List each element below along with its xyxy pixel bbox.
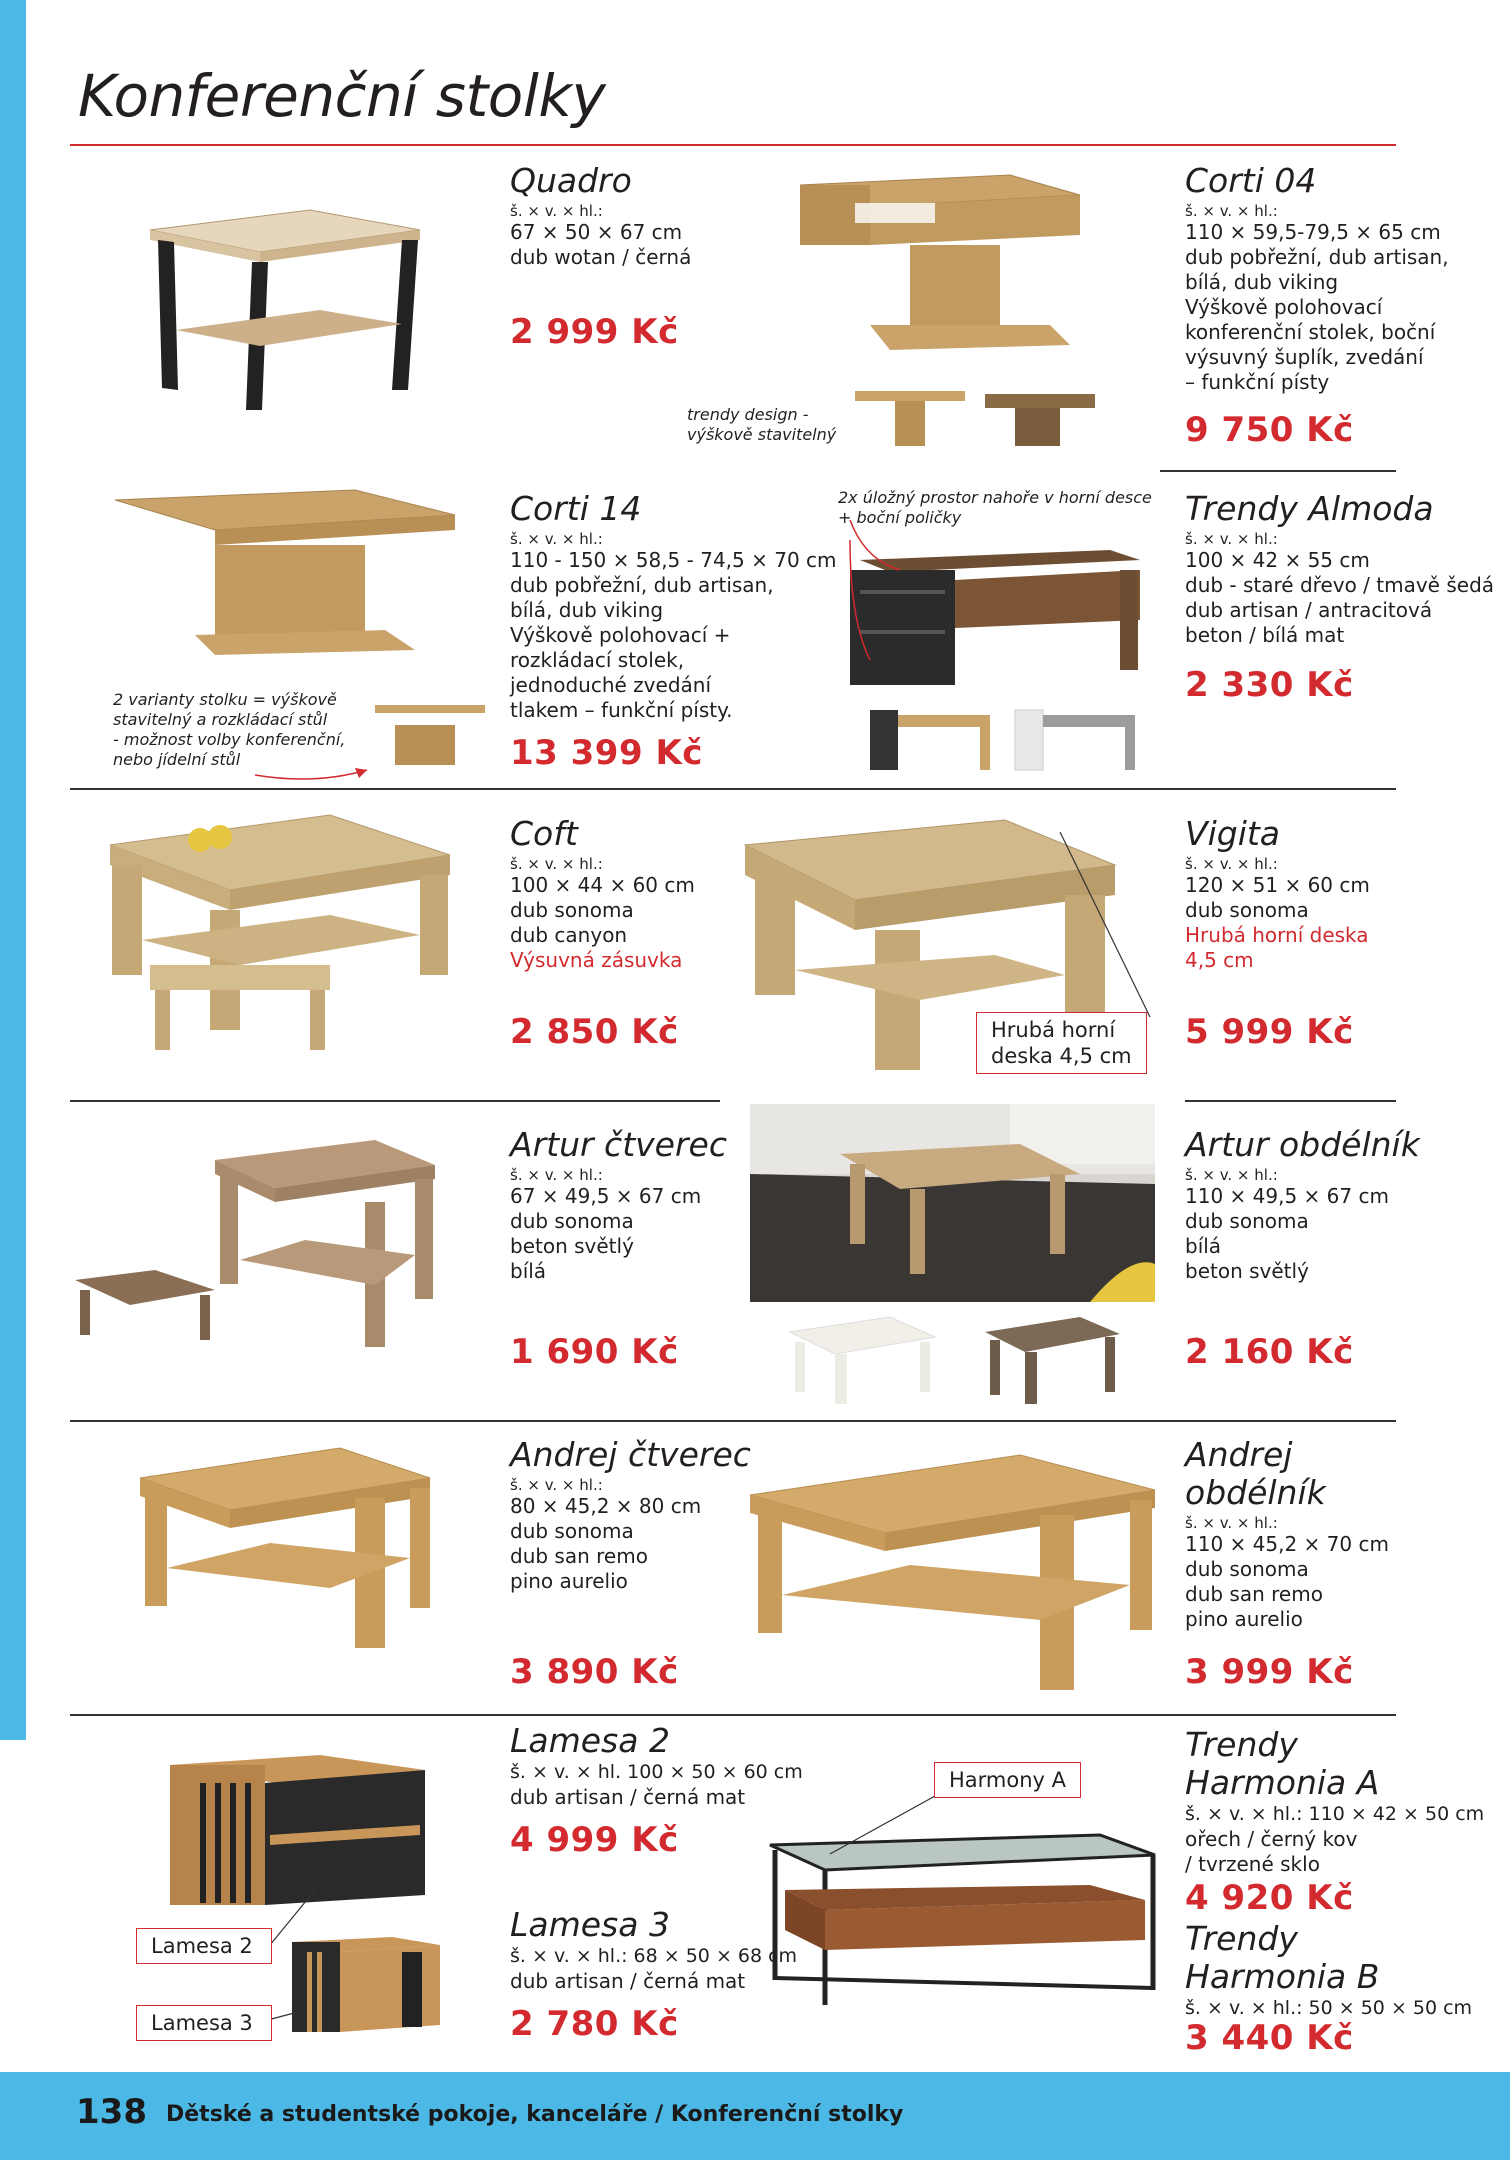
arrow-icon bbox=[255, 760, 375, 790]
product-spec: dub canyon bbox=[510, 923, 628, 947]
artur-variant-image bbox=[790, 1312, 940, 1407]
corti04-note: trendy design - výškově stavitelný bbox=[687, 405, 837, 444]
almoda-price: 2 330 Kč bbox=[1185, 665, 1354, 705]
product-spec: dub sonoma bbox=[1185, 1209, 1309, 1233]
lamesa3-callout: Lamesa 3 bbox=[136, 2005, 272, 2041]
lamesa2-info bbox=[510, 1722, 803, 1810]
almoda-note: 2x úložný prostor nahoře v horní desce + boční poličky bbox=[838, 488, 1152, 527]
dim-label: š. × v. × hl.: bbox=[1185, 1514, 1278, 1532]
coft-price: 2 850 Kč bbox=[510, 1012, 679, 1052]
product-name: Trendy bbox=[1185, 1919, 1298, 1958]
artur-obdelnik-price: 2 160 Kč bbox=[1185, 1332, 1354, 1372]
harmonia-a-info bbox=[1185, 1726, 1484, 1877]
corti04-table-image bbox=[800, 175, 1090, 355]
dim-label: š. × v. × hl.: bbox=[1185, 1166, 1278, 1184]
product-spec: bílá bbox=[510, 1259, 547, 1283]
product-spec: / tvrzené sklo bbox=[1185, 1852, 1320, 1876]
product-name: Corti 14 bbox=[510, 489, 642, 528]
product-spec: tlakem – funkční písty. bbox=[510, 698, 733, 722]
almoda-info bbox=[1185, 490, 1494, 648]
divider bbox=[70, 1420, 1396, 1422]
dim-label: š. × v. × hl.: bbox=[510, 855, 603, 873]
corti04-small-image bbox=[985, 386, 1095, 456]
product-dims: š. × v. × hl.: 50 × 50 × 50 cm bbox=[1185, 1997, 1473, 2019]
coft-table-image bbox=[100, 815, 460, 1075]
product-name: Trendy bbox=[1185, 1725, 1298, 1764]
product-name: Corti 04 bbox=[1185, 161, 1317, 200]
divider bbox=[1160, 470, 1396, 472]
title-rule bbox=[70, 144, 1396, 146]
almoda-variant-image bbox=[1015, 710, 1135, 775]
product-dims: 110 × 49,5 × 67 cm bbox=[1185, 1184, 1389, 1208]
product-dims: 110 × 45,2 × 70 cm bbox=[1185, 1532, 1389, 1556]
harmonia-b-info bbox=[1185, 1920, 1472, 2021]
product-spec: pino aurelio bbox=[510, 1569, 628, 1593]
product-spec: beton světlý bbox=[510, 1234, 634, 1258]
product-name: Lamesa 3 bbox=[510, 1905, 670, 1944]
product-spec: dub sonoma bbox=[510, 1519, 634, 1543]
product-spec: Výškově polohovací bbox=[1185, 295, 1383, 319]
dim-label: š. × v. × hl.: bbox=[510, 1476, 603, 1494]
vigita-info bbox=[1185, 815, 1370, 973]
lamesa3-price: 2 780 Kč bbox=[510, 2004, 679, 2044]
andrej-obdelnik-price: 3 999 Kč bbox=[1185, 1652, 1354, 1692]
product-spec: dub pobřežní, dub artisan, bbox=[1185, 245, 1449, 269]
product-dims: 67 × 50 × 67 cm bbox=[510, 220, 683, 244]
product-name: Quadro bbox=[510, 161, 632, 200]
product-name: Artur čtverec bbox=[510, 1125, 727, 1164]
product-spec: dub san remo bbox=[1185, 1582, 1323, 1606]
product-spec: konferenční stolek, boční bbox=[1185, 320, 1436, 344]
product-spec: dub artisan / černá mat bbox=[510, 1969, 746, 1993]
artur-room-photo bbox=[750, 1104, 1155, 1302]
artur-variant-image bbox=[985, 1312, 1125, 1407]
product-spec: jednoduché zvedání bbox=[510, 673, 711, 697]
dim-label: š. × v. × hl.: bbox=[1185, 202, 1278, 220]
artur-ctverec-price: 1 690 Kč bbox=[510, 1332, 679, 1372]
corti14-small-image bbox=[375, 700, 485, 770]
lamesa3-table-image bbox=[292, 1937, 442, 2037]
corti04-small-image bbox=[855, 386, 965, 456]
product-dims: 120 × 51 × 60 cm bbox=[1185, 873, 1370, 897]
product-dims: š. × v. × hl. 100 × 50 × 60 cm bbox=[510, 1761, 803, 1783]
product-spec: ořech / černý kov bbox=[1185, 1827, 1358, 1851]
quadro-price: 2 999 Kč bbox=[510, 312, 679, 352]
lamesa3-info bbox=[510, 1906, 797, 1994]
product-feature: Hrubá horní deska bbox=[1185, 923, 1369, 947]
dim-label: š. × v. × hl.: bbox=[1185, 855, 1278, 873]
andrej-ctverec-price: 3 890 Kč bbox=[510, 1652, 679, 1692]
andrej-obdelnik-info bbox=[1185, 1436, 1389, 1632]
almoda-variant-image bbox=[870, 710, 990, 775]
callout-line bbox=[1060, 832, 1160, 1022]
product-name: Vigita bbox=[1185, 814, 1281, 853]
quadro-info bbox=[510, 162, 691, 270]
product-spec: – funkční písty bbox=[1185, 370, 1330, 394]
andrej-ctverec-image bbox=[130, 1448, 440, 1658]
product-spec: dub sonoma bbox=[510, 1209, 634, 1233]
product-feature: 4,5 cm bbox=[1185, 948, 1254, 972]
artur-ctverec-image bbox=[75, 1140, 445, 1360]
product-spec: bílá, dub viking bbox=[1185, 270, 1339, 294]
corti14-price: 13 399 Kč bbox=[510, 733, 703, 773]
arrow-icon bbox=[845, 520, 905, 670]
product-spec: dub pobřežní, dub artisan, bbox=[510, 573, 774, 597]
product-dims: 80 × 45,2 × 80 cm bbox=[510, 1494, 702, 1518]
dim-label: š. × v. × hl.: bbox=[510, 1166, 603, 1184]
product-name: Trendy Almoda bbox=[1185, 489, 1434, 528]
corti14-note: 2 varianty stolku = výškově stavitelný a rozkládací stůl - možnost volby konferenční, nebo jídelní stůl bbox=[113, 690, 346, 769]
corti04-info bbox=[1185, 162, 1449, 395]
product-name: Andrej bbox=[1185, 1435, 1293, 1474]
page-number: 138 bbox=[76, 2092, 147, 2132]
product-spec: rozkládací stolek, bbox=[510, 648, 685, 672]
product-name: Harmonia B bbox=[1185, 1957, 1380, 1996]
product-spec: pino aurelio bbox=[1185, 1607, 1303, 1631]
page-title: Konferenční stolky bbox=[78, 62, 606, 130]
product-spec: bílá bbox=[1185, 1234, 1222, 1258]
left-accent-bar bbox=[0, 0, 26, 1740]
harmonia-b-price: 3 440 Kč bbox=[1185, 2018, 1354, 2058]
harmonia-a-table-image bbox=[770, 1830, 1160, 2010]
product-spec: dub sonoma bbox=[1185, 898, 1309, 922]
product-spec: dub artisan / antracitová bbox=[1185, 598, 1433, 622]
product-dims: š. × v. × hl.: 68 × 50 × 68 cm bbox=[510, 1945, 798, 1967]
divider bbox=[70, 1714, 1396, 1716]
product-name: Andrej čtverec bbox=[510, 1435, 751, 1474]
harmonia-a-price: 4 920 Kč bbox=[1185, 1878, 1354, 1918]
corti04-price: 9 750 Kč bbox=[1185, 410, 1354, 450]
product-dims: 110 - 150 × 58,5 - 74,5 × 70 cm bbox=[510, 548, 837, 572]
lamesa2-callout: Lamesa 2 bbox=[136, 1928, 272, 1964]
product-dims: 100 × 42 × 55 cm bbox=[1185, 548, 1370, 572]
callout-line bbox=[830, 1796, 940, 1856]
vigita-price: 5 999 Kč bbox=[1185, 1012, 1354, 1052]
product-dims: 67 × 49,5 × 67 cm bbox=[510, 1184, 702, 1208]
callout-line bbox=[270, 1890, 320, 1950]
andrej-ctverec-info bbox=[510, 1436, 751, 1594]
vigita-callout: Hrubá horní deska 4,5 cm bbox=[976, 1012, 1147, 1074]
dim-label: š. × v. × hl.: bbox=[510, 202, 603, 220]
product-dims: š. × v. × hl.: 110 × 42 × 50 cm bbox=[1185, 1803, 1485, 1825]
product-name: Harmonia A bbox=[1185, 1763, 1380, 1802]
quadro-table-image bbox=[140, 190, 440, 420]
andrej-obdelnik-image bbox=[750, 1455, 1160, 1695]
product-dims: 100 × 44 × 60 cm bbox=[510, 873, 695, 897]
product-feature: Výsuvná zásuvka bbox=[510, 948, 683, 972]
product-name: Lamesa 2 bbox=[510, 1721, 670, 1760]
harmonia-a-callout: Harmony A bbox=[934, 1762, 1081, 1798]
divider bbox=[70, 1100, 720, 1102]
lamesa2-price: 4 999 Kč bbox=[510, 1820, 679, 1860]
product-spec: dub wotan / černá bbox=[510, 245, 692, 269]
product-spec: beton / bílá mat bbox=[1185, 623, 1345, 647]
product-spec: beton světlý bbox=[1185, 1259, 1309, 1283]
artur-obdelnik-info bbox=[1185, 1126, 1420, 1284]
dim-label: š. × v. × hl.: bbox=[1185, 530, 1278, 548]
product-spec: dub san remo bbox=[510, 1544, 648, 1568]
divider bbox=[1185, 1100, 1396, 1102]
product-name: Artur obdélník bbox=[1185, 1125, 1420, 1164]
corti14-info bbox=[510, 490, 837, 723]
product-spec: dub artisan / černá mat bbox=[510, 1785, 746, 1809]
product-spec: dub sonoma bbox=[510, 898, 634, 922]
product-spec: bílá, dub viking bbox=[510, 598, 664, 622]
product-spec: Výškově polohovací + bbox=[510, 623, 731, 647]
footer-breadcrumb: Dětské a studentské pokoje, kanceláře / Konferenční stolky bbox=[166, 2102, 904, 2127]
product-name: Coft bbox=[510, 814, 578, 853]
coft-info bbox=[510, 815, 695, 973]
product-spec: výsuvný šuplík, zvedání bbox=[1185, 345, 1424, 369]
product-dims: 110 × 59,5-79,5 × 65 cm bbox=[1185, 220, 1441, 244]
product-spec: dub sonoma bbox=[1185, 1557, 1309, 1581]
corti14-table-image bbox=[115, 490, 455, 660]
product-spec: dub - staré dřevo / tmavě šedá bbox=[1185, 573, 1495, 597]
dim-label: š. × v. × hl.: bbox=[510, 530, 603, 548]
artur-ctverec-info bbox=[510, 1126, 727, 1284]
product-name: obdélník bbox=[1185, 1473, 1326, 1512]
